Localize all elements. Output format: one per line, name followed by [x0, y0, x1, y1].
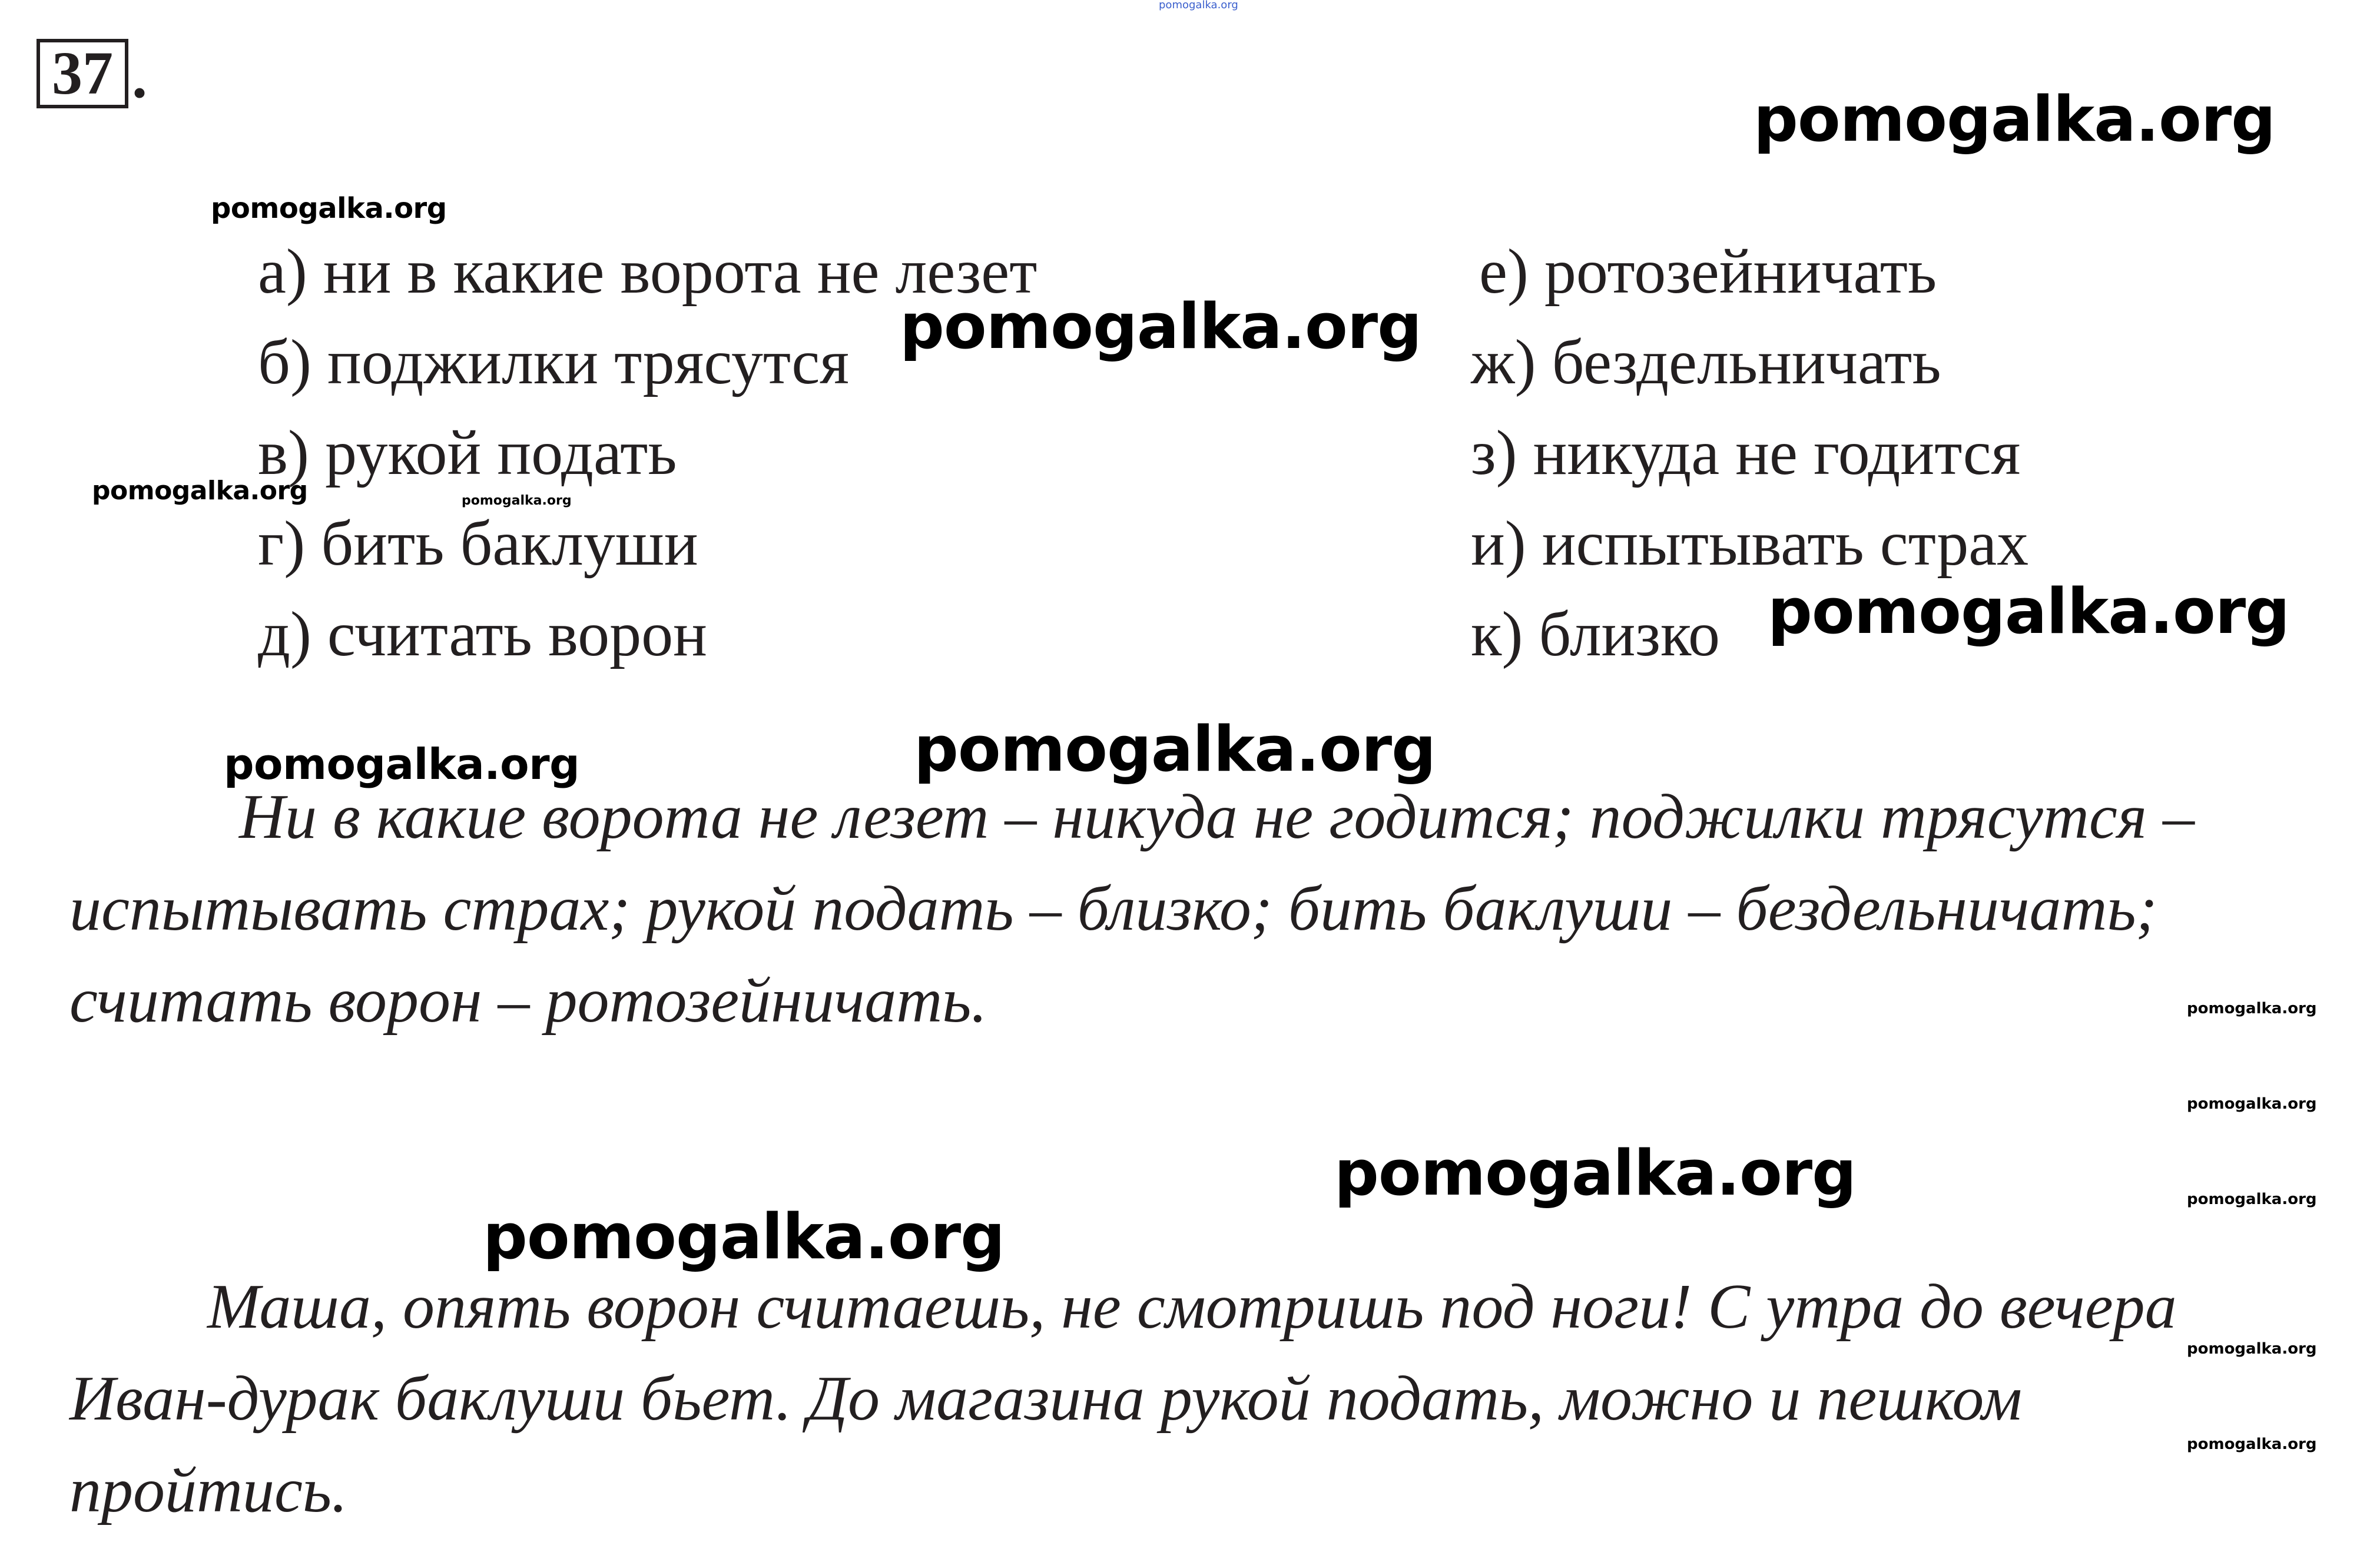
watermark-small-right-2: pomogalka.org: [2187, 1095, 2317, 1113]
task-number-box: 37: [37, 39, 128, 108]
watermark-small-left: pomogalka.org: [462, 493, 572, 508]
watermark-left-lower: pomogalka.org: [224, 739, 580, 789]
left-item-g: г) бить баклуши: [258, 509, 698, 579]
watermark-small-right-3: pomogalka.org: [2187, 1190, 2317, 1208]
example-line-1: Маша, опять ворон считаешь, не смотришь под ноги! С утра до вечера: [207, 1272, 2177, 1342]
watermark-left-middle: pomogalka.org: [92, 476, 308, 506]
left-item-b: б) поджилки трясутся: [258, 327, 849, 397]
right-item-i: и) испытывать страх: [1471, 509, 2029, 579]
watermark-small-right-1: pomogalka.org: [2187, 1000, 2317, 1017]
right-item-k: к) близко: [1471, 599, 1721, 669]
watermark-right-middle: pomogalka.org: [1768, 575, 2289, 648]
watermark-center-lower: pomogalka.org: [914, 713, 1436, 785]
watermark-small-right-4: pomogalka.org: [2187, 1340, 2317, 1358]
answer-line-1: Ни в какие ворота не лезет – никуда не годится; поджилки трясутся –: [239, 782, 2195, 852]
watermark-center-bottom: pomogalka.org: [1334, 1137, 1856, 1209]
right-item-z: з) никуда не годится: [1471, 418, 2021, 488]
watermark-center-top: pomogalka.org: [900, 290, 1421, 363]
right-item-e: е) ротозейничать: [1479, 237, 1937, 307]
task-number: [37, 39, 147, 111]
watermark-small-right-5: pomogalka.org: [2187, 1435, 2317, 1453]
watermark-top-left: pomogalka.org: [211, 192, 447, 225]
watermark-tiny-top: pomogalka.org: [1159, 0, 1238, 11]
watermark-top-right: pomogalka.org: [1753, 83, 2275, 155]
answer-line-3: считать ворон – ротозейничать.: [69, 966, 987, 1036]
left-item-a: а) ни в какие ворота не лезет: [258, 237, 1037, 307]
answer-line-2: испытывать страх; рукой подать – близко; бить баклуши – бездельничать;: [69, 874, 2157, 944]
left-item-d: д) считать ворон: [258, 599, 707, 669]
right-item-zh: ж) бездельничать: [1471, 327, 1941, 397]
example-paragraph: [69, 1261, 2378, 1537]
left-item-v: в) рукой подать: [258, 418, 677, 488]
task-number-dot: .: [132, 43, 147, 111]
example-line-3: пройтись.: [69, 1455, 348, 1526]
example-line-2: Иван-дурак баклуши бьет. До магазина рукой подать, можно и пешком: [69, 1364, 2023, 1434]
answer-paragraph: [69, 771, 2378, 1047]
watermark-left-bottom: pomogalka.org: [483, 1201, 1005, 1273]
